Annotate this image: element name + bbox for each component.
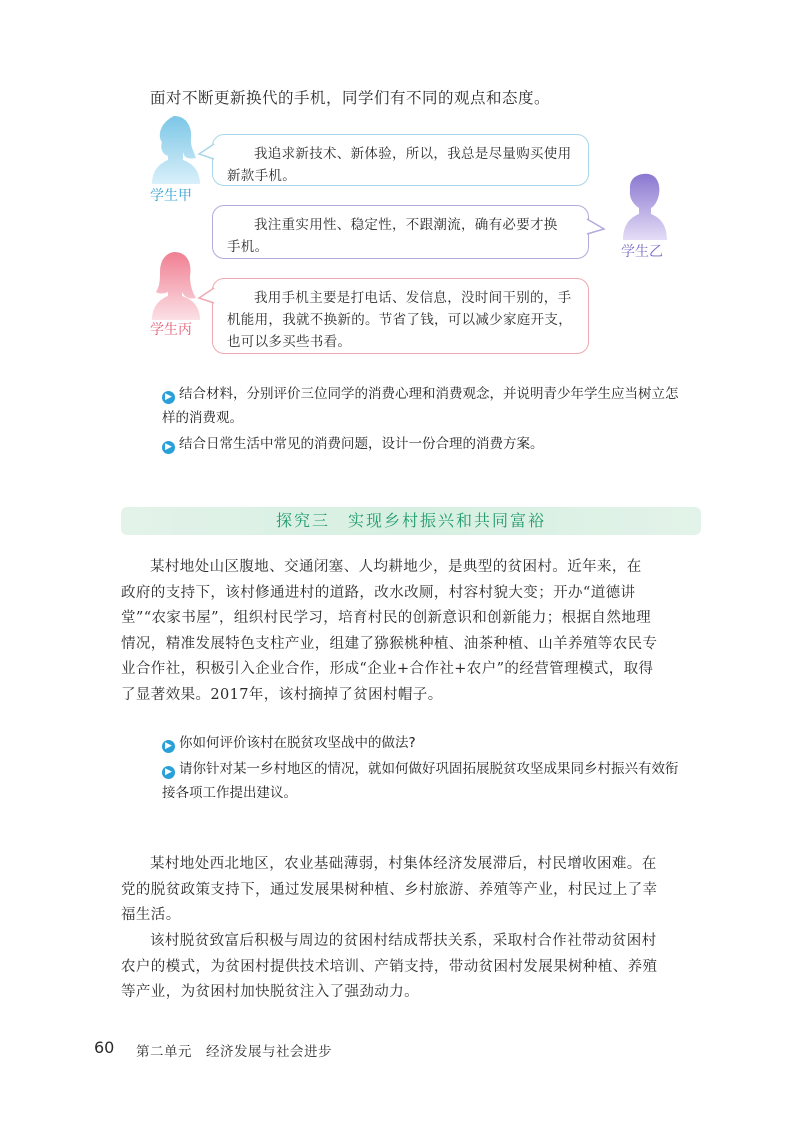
arrow-bullet-icon: ▶	[162, 766, 175, 779]
question-item	[162, 432, 702, 456]
intro-text: 面对不断更新换代的手机，同学们有不同的观点和态度。	[150, 89, 551, 107]
student-b-silhouette-icon	[621, 168, 669, 240]
text-line: 等产业，为贫困村加快脱贫注入了强劲动力。	[121, 984, 419, 1000]
section-title-banner: 探究三 实现乡村振兴和共同富裕	[121, 507, 701, 535]
text-line: 政府的支持下，该村修通进村的道路，改水改厕，村容村貌大变；开办“道德讲	[121, 584, 636, 601]
question-line: 结合日常生活中常见的消费问题，设计一份合理的消费方案。	[179, 436, 544, 452]
question-item	[162, 757, 702, 805]
unit-title: 第二单元 经济发展与社会进步	[136, 1044, 332, 1060]
student-b-speech-bubble	[212, 205, 589, 259]
question-line: 样的消费观。	[162, 410, 243, 426]
speech-line: 也可以多买些书看。	[227, 334, 352, 350]
student-b-bubble-tail	[586, 217, 606, 237]
case-1-paragraph	[121, 555, 686, 708]
student-a-bubble-tail	[197, 142, 215, 162]
question-line: 接各项工作提出建议。	[162, 785, 297, 801]
text-line: 情况，精准发展特色支柱产业，组建了猕猴桃种植、油茶种植、山羊养殖等农民专	[121, 635, 658, 652]
student-a-label: 学生甲	[150, 188, 192, 204]
student-a-silhouette-icon	[150, 112, 202, 184]
arrow-bullet-icon: ▶	[162, 740, 175, 753]
speech-line: 我用手机主要是打电话、发信息，没时间干别的，手	[254, 290, 572, 306]
arrow-bullet-icon: ▶	[162, 391, 175, 404]
text-line: 该村脱贫致富后积极与周边的贫困村结成帮扶关系，采取村合作社带动贫困村	[150, 933, 657, 949]
text-line: 党的脱贫政策支持下，通过发展果树种植、乡村旅游、养殖等产业，村民过上了幸	[121, 881, 658, 898]
question-line: 结合材料，分别评价三位同学的消费心理和消费观念，并说明青少年学生应当树立怎	[179, 386, 679, 402]
question-line: 你如何评价该村在脱贫攻坚战中的做法?	[179, 735, 416, 751]
speech-line: 我注重实用性、稳定性，不跟潮流，确有必要才换	[254, 217, 558, 233]
text-line: 某村地处山区腹地、交通闭塞、人均耕地少，是典型的贫困村。近年来，在	[150, 559, 642, 575]
text-line: 福生活。	[121, 907, 181, 923]
arrow-bullet-icon: ▶	[162, 441, 175, 454]
text-line: 了显著效果。2017年，该村摘掉了贫困村帽子。	[121, 686, 443, 703]
case-2-paragraph-1	[121, 852, 686, 929]
text-line: 某村地处西北地区，农业基础薄弱，村集体经济发展滞后，村民增收困难。在	[150, 856, 657, 872]
text-line: 堂”“农家书屋”，组织村民学习，培育村民的创新意识和创新能力；根据自然地理	[121, 610, 652, 626]
page-number: 60	[94, 1038, 115, 1057]
student-c-label: 学生丙	[150, 322, 192, 338]
student-c-speech-bubble	[212, 278, 589, 354]
student-b-label: 学生乙	[621, 244, 663, 260]
text-line: 农户的模式，为贫困村提供技术培训、产销支持，带动贫困村发展果树种植、养殖	[121, 958, 658, 975]
text-line: 业合作社，积极引入企业合作，形成“企业+合作社+农户”的经营管理模式，取得	[121, 661, 654, 677]
student-a-speech-bubble	[212, 134, 589, 186]
speech-line: 机能用，我就不换新的。节省了钱，可以减少家庭开支，	[227, 312, 572, 328]
question-line: 请你针对某一乡村地区的情况，就如何做好巩固拓展脱贫攻坚成果同乡村振兴有效衔	[179, 761, 679, 777]
speech-line: 我追求新技术、新体验，所以，我总是尽量购买使用	[254, 146, 572, 162]
student-c-silhouette-icon	[150, 248, 202, 320]
question-item	[162, 731, 702, 755]
question-item	[162, 382, 702, 430]
speech-line: 手机。	[227, 239, 269, 255]
speech-line: 新款手机。	[227, 168, 296, 184]
case-2-paragraph-2	[121, 929, 686, 1006]
student-c-bubble-tail	[197, 286, 215, 306]
